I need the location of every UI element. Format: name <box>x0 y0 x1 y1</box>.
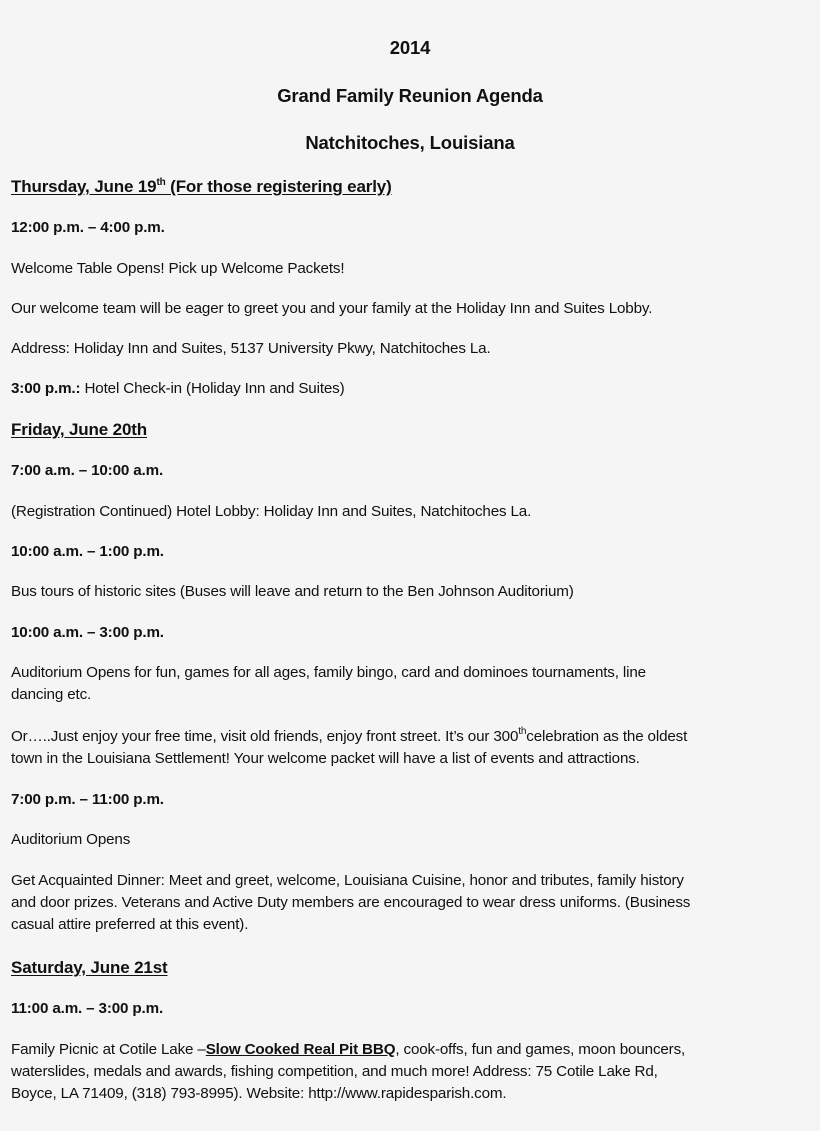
agenda-text: Family Picnic at Cotile Lake –Slow Cooked Real Pit BBQ, cook-offs, fun and games, moon bouncers, <box>11 1041 686 1058</box>
agenda-text: waterslides, medals and awards, fishing competition, and much more! Address: 75 Cotile Lake Rd, <box>11 1063 658 1080</box>
agenda-text: Get Acquainted Dinner: Meet and greet, welcome, Louisiana Cuisine, honor and tributes, family history <box>11 872 684 889</box>
agenda-text: casual attire preferred at this event). <box>11 916 249 933</box>
day-heading-thursday: Thursday, June 19th (For those registering early) <box>11 177 392 196</box>
agenda-text: and door prizes. Veterans and Active Duty members are encouraged to wear dress uniforms. (Business <box>11 894 691 911</box>
agenda-text: Bus tours of historic sites (Buses will leave and return to the Ben Johnson Auditorium) <box>11 583 574 600</box>
agenda-text: dancing etc. <box>11 686 92 703</box>
agenda-text: Boyce, LA 71409, (318) 793-8995). Website: http://www.rapidesparish.com. <box>11 1085 507 1102</box>
agenda-text: Our welcome team will be eager to greet you and your family at the Holiday Inn and Suites Lobby. <box>11 300 653 317</box>
time-slot: 10:00 a.m. – 1:00 p.m. <box>11 543 164 560</box>
agenda-text: Welcome Table Opens! Pick up Welcome Packets! <box>11 260 345 277</box>
time-slot: 10:00 a.m. – 3:00 p.m. <box>11 624 164 641</box>
time-slot: 7:00 a.m. – 10:00 a.m. <box>11 462 164 479</box>
day-heading-saturday: Saturday, June 21st <box>11 958 168 977</box>
time-slot: 11:00 a.m. – 3:00 p.m. <box>11 1000 164 1017</box>
agenda-text: Auditorium Opens <box>11 831 131 848</box>
checkin-time: 3:00 p.m.: <box>11 380 81 397</box>
agenda-text: (Registration Continued) Hotel Lobby: Holiday Inn and Suites, Natchitoches La. <box>11 503 532 520</box>
time-slot: 7:00 p.m. – 11:00 p.m. <box>11 791 164 808</box>
bbq-highlight: Slow Cooked Real Pit BBQ <box>205 1041 396 1058</box>
time-slot: 12:00 p.m. – 4:00 p.m. <box>11 219 165 236</box>
document-title: Grand Family Reunion Agenda <box>277 85 543 106</box>
agenda-text: Or…..Just enjoy your free time, visit old friends, enjoy front street. It’s our 300thcelebration as the oldest <box>11 726 688 745</box>
day-heading-friday: Friday, June 20th <box>11 420 148 439</box>
document-year: 2014 <box>389 37 431 58</box>
agenda-text: town in the Louisiana Settlement! Your welcome packet will have a list of events and attractions. <box>11 750 640 767</box>
document-location: Natchitoches, Louisiana <box>305 132 515 153</box>
checkin-line: 3:00 p.m.: Hotel Check-in (Holiday Inn and Suites) <box>11 380 345 397</box>
address-text: Address: Holiday Inn and Suites, 5137 University Pkwy, Natchitoches La. <box>11 340 491 357</box>
agenda-text: Auditorium Opens for fun, games for all ages, family bingo, card and dominoes tournaments, line <box>11 664 646 681</box>
